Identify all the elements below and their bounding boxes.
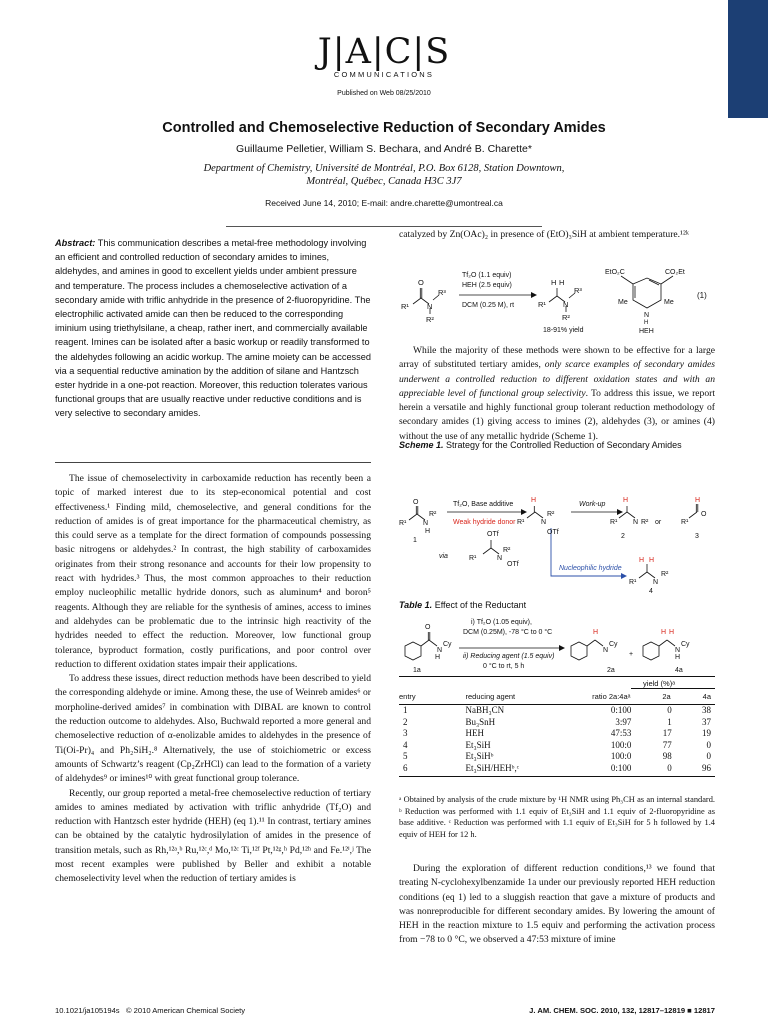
scheme-1-label: Scheme 1. bbox=[399, 440, 444, 450]
s1-r2-amine: R² bbox=[661, 571, 669, 578]
left-paragraph-1: The issue of chemoselectivity in carboxamide reduction has recently been a topic of marked interest due to its step-economical potential and cost effectiveness.¹ Finding mild, chemoselective, and general conditions for the reduction of amides is of great importance for the pharmaceutical chemistry, as this could serve as a template for the direct formation of compounds possessing basic nitrogens or aldehydes.² In contrast, the high stability of carboxamides originates from their strong resonance and accounts for their low propensity to react with hydrides.³ Thus, the most common approaches to their reduction employ nucleophilic metallic hydride donors, such as aluminum⁴ and boron⁵ reagents. Although they are reliable for the synthesis of amines, access to imines and aldehydes can be problematic due to the intrinsic high reactivity of the hydrides needed to effect the reduction. Moreover, low functional group tolerance, byproduct formation, costly purifications, and poor control over reduction to different oxidation states impair their applications. bbox=[55, 473, 371, 670]
col-4a: 4a bbox=[702, 692, 711, 701]
s1-weak-hydride: Weak hydride donor bbox=[453, 519, 516, 526]
s1-otf-via: OTf bbox=[487, 531, 499, 538]
yield-2a-cell: 17 bbox=[662, 728, 672, 738]
scheme-1-title: Strategy for the Controlled Reduction of Secondary Amides bbox=[446, 440, 682, 450]
agent-cell: Et₃SiH/HEHᵇ,ᶜ bbox=[465, 762, 519, 773]
s1-otf-via-2: OTf bbox=[507, 561, 519, 568]
right-para-italic: only scarce examples of secondary amides underwent a controlled reduction to different oxidation states and with an appreciable level of functional group selectivity bbox=[399, 359, 715, 399]
yield-4a-cell: 38 bbox=[702, 705, 711, 715]
s1-n-via: N bbox=[497, 555, 503, 562]
eq1-eto2c: EtO₂C bbox=[605, 269, 625, 276]
t1-cond-3: ii) Reducing agent (1.5 equiv) bbox=[463, 653, 555, 660]
right-intro bbox=[399, 228, 715, 242]
s1-r1-b: R¹ bbox=[517, 519, 525, 526]
masthead bbox=[0, 34, 768, 79]
ratio-cell: 3:97 bbox=[615, 716, 632, 727]
left-paragraph-3: Recently, our group reported a metal-free chemoselective reduction of tertiary amides to amines mediated by activation with triflic anhydride (Tf₂O) and reduction with Hantzsch ester hydride (HEH) (eq 1).¹¹ In contrast, tertiary amines can be obtained by the catalytic hydrosilylation of amides in the presence of transition metals, such as Rh,¹²ᵃ,ᵇ Ru,¹²ᶜ,ᵈ Mo,¹²ᶜ Ti,¹²ᶠ Pt,¹²ᵍ,ʰ Pd,¹²ʰ and Fe.¹²ⁱ,ʲ The most recent examples were published by Beller and exhibit a notable chemoselectivity level when the reduction of tertiary amides is bbox=[55, 787, 371, 885]
agent-cell: Et₃SiHᵇ bbox=[465, 751, 494, 761]
right-bottom-text: During the exploration of different reduction conditions,¹³ we found that treating N-cyclohexylbenzamide 1a under our previously reported HEH reduction conditions (eq 1) led to a sluggish reaction that gave a mixture of products and was nonreproducible for different secondary amides. By lowering the amount of HEH in the reaction mixture to 1.5 equiv and performing the activation process from −78 to 0 °C, we observed a 47:53 mixture of imine bbox=[399, 863, 715, 946]
t1-cond-4: 0 °C to rt, 5 h bbox=[483, 663, 525, 670]
t1-n-4a: N bbox=[675, 647, 681, 654]
t1-o: O bbox=[425, 624, 431, 631]
ratio-cell: 100:0 bbox=[610, 739, 632, 750]
t1-h-4a-2: H bbox=[669, 629, 675, 636]
t1-cy-2a: Cy bbox=[609, 641, 618, 648]
table-row bbox=[399, 717, 715, 729]
agent-cell: Et₃SiH bbox=[465, 739, 491, 750]
paper-title: Controlled and Chemoselective Reduction of Secondary Amides bbox=[162, 120, 606, 136]
s1-otf-b: OTf bbox=[547, 529, 559, 536]
t1-label-1a: 1a bbox=[413, 667, 421, 674]
yield-2a-cell: 0 bbox=[667, 762, 672, 773]
t1-cond-2: DCM (0.25M), -78 °C to 0 °C bbox=[463, 629, 553, 636]
s1-r1: R¹ bbox=[399, 520, 407, 527]
table-1-reaction bbox=[399, 616, 717, 676]
eq1-h-1: H bbox=[551, 278, 557, 287]
abstract-label: Abstract: bbox=[55, 238, 96, 248]
yield-2a-cell: 0 bbox=[667, 705, 672, 715]
s1-r1-amine: R¹ bbox=[629, 579, 637, 586]
t1-cy-4a: Cy bbox=[681, 641, 690, 648]
s1-arrow-top: Tf₂O, Base additive bbox=[453, 501, 514, 508]
eq1-r1-left: R¹ bbox=[401, 302, 409, 311]
right-para-end: . To address this issue, we report herein a versatile and highly functional group tolerant reduction methodology of secondary amides (1) giving access to imines (2), aldehydes (3), or amines (4) without the use of any metallic hydride (Scheme 1). bbox=[399, 387, 715, 442]
col-2a: 2a bbox=[662, 692, 671, 701]
eq1-conditions: DCM (0.25 M), rt bbox=[462, 302, 515, 309]
eq1-heh-label: HEH bbox=[639, 328, 654, 334]
col-reducing-agent: reducing agent bbox=[465, 692, 516, 701]
affiliation-line-2: Montréal, Québec, Canada H3C 3J7 bbox=[306, 176, 462, 187]
entry-cell: 5 bbox=[403, 751, 408, 761]
eq1-r3-right: R³ bbox=[574, 286, 582, 295]
published-date: Published on Web 08/25/2010 bbox=[337, 90, 431, 97]
eq1-r2-left: R² bbox=[426, 315, 434, 324]
t1-n-1a: N bbox=[437, 647, 443, 654]
s1-or: or bbox=[655, 519, 662, 526]
abstract bbox=[55, 236, 371, 421]
s1-n-imine: N bbox=[633, 519, 639, 526]
s1-h-amine-2: H bbox=[649, 557, 655, 564]
eq1-me-right: Me bbox=[664, 299, 674, 306]
s1-nucleophilic: Nucleophilic hydride bbox=[559, 565, 622, 572]
yield-4a-cell: 37 bbox=[702, 716, 711, 727]
t1-h-4a-1: H bbox=[661, 629, 667, 636]
s1-r1-via: R¹ bbox=[469, 555, 477, 562]
s1-h: H bbox=[425, 528, 431, 535]
table-row bbox=[399, 740, 715, 752]
yield-4a-cell: 19 bbox=[702, 728, 711, 738]
s1-h-red: H bbox=[531, 497, 537, 504]
yield-2a-cell: 1 bbox=[667, 716, 672, 727]
s1-h-amine-1: H bbox=[639, 557, 645, 564]
table-1 bbox=[399, 600, 715, 612]
received-line: Received June 14, 2010; E-mail: andre.charette@umontreal.ca bbox=[265, 198, 503, 208]
eq1-heh-h: H bbox=[644, 320, 649, 326]
eq1-reagent-1: Tf₂O (1.1 equiv) bbox=[462, 272, 512, 279]
right-paragraph-1 bbox=[399, 344, 715, 444]
table-footnote: ᵃ Obtained by analysis of the crude mixture by ¹H NMR using Ph₃CH as an internal standard. ᵇ Reduction was performed with 1.1 equiv of Et₃SiH and 1.1 equiv of 2-fluoropyridine as base additive. ᶜ Reduction was performed with 1.1 equiv of Et₃SiH for 5 h followed by 1.4 equiv of HEH for 12 h. bbox=[399, 795, 715, 839]
s1-n-b: N bbox=[541, 519, 547, 526]
right-intro-text: catalyzed by Zn(OAc)₂ in presence of (EtO)₃SiH at ambient temperature.¹²ᵏ bbox=[399, 229, 689, 240]
yield-2a-cell: 98 bbox=[662, 751, 672, 761]
right-paragraph-2 bbox=[399, 862, 715, 948]
entry-cell: 2 bbox=[403, 716, 408, 727]
s1-r2-b: R² bbox=[547, 511, 555, 518]
doi: 10.1021/ja105194s bbox=[55, 1006, 120, 1015]
jacs-logo: J|A|C|S bbox=[317, 32, 451, 72]
authors: Guillaume Pelletier, William S. Bechara, and André B. Charette* bbox=[236, 143, 532, 155]
t1-h-1a: H bbox=[435, 654, 441, 661]
yield-4a-cell: 96 bbox=[702, 762, 711, 773]
s1-label-3: 3 bbox=[695, 533, 699, 540]
entry-cell: 1 bbox=[403, 705, 408, 715]
eq1-oxygen: O bbox=[418, 278, 424, 287]
scheme-1-drawing bbox=[399, 472, 717, 594]
agent-cell: NaBH₃CN bbox=[465, 705, 505, 715]
eq1-r1-right: R¹ bbox=[538, 300, 546, 309]
eq1-heh-n: N bbox=[644, 312, 650, 319]
s1-label-1: 1 bbox=[413, 537, 417, 544]
t1-label-4a: 4a bbox=[675, 667, 683, 674]
footer-right: J. AM. CHEM. SOC. 2010, 132, 12817–12819 ■ 12817 bbox=[529, 1006, 715, 1015]
yield-4a-cell: 0 bbox=[706, 739, 711, 750]
agent-cell: Bu₃SnH bbox=[465, 716, 496, 727]
table-row bbox=[399, 751, 715, 763]
abstract-divider bbox=[55, 462, 371, 463]
table-1-title: Effect of the Reductant bbox=[434, 600, 527, 610]
entry-cell: 4 bbox=[403, 739, 408, 750]
entry-cell: 3 bbox=[403, 728, 408, 738]
agent-cell: HEH bbox=[465, 728, 485, 738]
s1-n: N bbox=[423, 520, 429, 527]
left-body bbox=[55, 472, 371, 887]
s1-label-4: 4 bbox=[649, 588, 653, 594]
table-1-data bbox=[399, 676, 715, 777]
eq1-n-right: N bbox=[563, 300, 569, 309]
table-1-caption bbox=[399, 600, 715, 612]
entry-cell: 6 bbox=[403, 762, 408, 773]
eq1-r3-left: R³ bbox=[438, 288, 446, 297]
affiliation bbox=[0, 162, 768, 188]
col-ratio: ratio 2a:4aᵃ bbox=[592, 692, 631, 701]
affiliation-line-1: Department of Chemistry, Université de Montréal, P.O. Box 6128, Station Downtown, bbox=[203, 163, 565, 174]
equation-1-scheme bbox=[399, 262, 717, 334]
yield-2a-cell: 77 bbox=[662, 739, 672, 750]
table-body bbox=[399, 705, 715, 774]
t1-plus: + bbox=[629, 651, 634, 658]
s1-r2-imine: R² bbox=[641, 519, 649, 526]
table-row bbox=[399, 763, 715, 775]
col-entry: entry bbox=[399, 692, 416, 701]
table-row bbox=[399, 728, 715, 740]
eq1-n-left: N bbox=[427, 302, 433, 311]
reductant-table bbox=[399, 689, 715, 774]
yield-header: yield (%)ᵃ bbox=[643, 679, 675, 688]
t1-h-4a-n: H bbox=[675, 654, 681, 661]
scheme-1-caption bbox=[399, 440, 715, 452]
s1-r1-ald: R¹ bbox=[681, 519, 689, 526]
ratio-cell: 100:0 bbox=[610, 751, 632, 761]
s1-r2-via: R² bbox=[503, 547, 511, 554]
logo-subtitle: COMMUNICATIONS bbox=[333, 70, 435, 79]
table-row bbox=[399, 705, 715, 717]
eq1-yield: 18-91% yield bbox=[543, 327, 584, 334]
s1-label-2: 2 bbox=[621, 533, 625, 540]
eq1-r2-right: R² bbox=[562, 313, 570, 322]
s1-r1-imine: R¹ bbox=[610, 519, 618, 526]
s1-workup: Work-up bbox=[579, 501, 606, 508]
eq1-co2et: CO₂Et bbox=[665, 269, 685, 276]
s1-o-ald: O bbox=[701, 511, 707, 518]
ratio-cell: 47:53 bbox=[610, 728, 632, 738]
copyright: © 2010 American Chemical Society bbox=[125, 1006, 246, 1015]
s1-n-amine: N bbox=[653, 579, 659, 586]
s1-o: O bbox=[413, 499, 419, 506]
t1-cy-1a: Cy bbox=[443, 641, 452, 648]
header-divider bbox=[226, 226, 542, 227]
t1-cond-1: i) Tf₂O (1.05 equiv), bbox=[471, 619, 532, 626]
eq1-me-left: Me bbox=[618, 299, 628, 306]
eq1-h-2: H bbox=[559, 278, 565, 287]
scheme-1 bbox=[399, 440, 715, 452]
footer-left bbox=[55, 1006, 245, 1015]
ratio-cell: 0:100 bbox=[610, 762, 632, 773]
abstract-text: This communication describes a metal-free methodology involving an efficient and controlled reduction of secondary amides to imines, aldehydes, and amines in good to excellent yields under ambient pressure and temperature. The process includes a chemoselective activation of a secondary amide with triflic anhydride in the presence of 2-fluoropyridine. The electrophilic activated amide can then be reduced to the corresponding iminium using triethylsilane, a cheap, rather inert, and commercially available reagent. Imines can be isolated after a basic workup or readily transformed to the aldehydes following an acidic workup. The amine moiety can be accessed via a sequential reductive amination by the addition of silane and Hantzsch ester hydride in a one-pot reaction. Moreover, this reduction tolerates various functional groups that are usually reactive under reductive conditions and is very selective to secondary amides. bbox=[55, 238, 371, 419]
s1-r2: R² bbox=[429, 511, 437, 518]
s1-h-imine: H bbox=[623, 497, 629, 504]
ratio-cell: 0:100 bbox=[610, 705, 632, 715]
eq1-number: (1) bbox=[697, 291, 707, 300]
t1-h-2a: H bbox=[593, 629, 599, 636]
t1-label-2a: 2a bbox=[607, 667, 615, 674]
s1-via: via bbox=[439, 553, 448, 560]
table-1-label: Table 1. bbox=[399, 600, 433, 610]
right-para-plain: While the majority of these methods were shown to be effective for a large array of substituted tertiary amides, bbox=[399, 345, 715, 371]
left-paragraph-2: To address these issues, direct reduction methods have been described to yield the corresponding aldehyde or imine. Among these, the use of Weinreb amides⁶ or morpholine-derived amides⁷ in combination with DIBAL are known to control the reduction outcome to aldehydes. Also, Buchwald reported a more general and chemoselective reduction of α-enolizable amides to aldehydes in the presence of Ti(Oi-Pr)₄ and Ph₂SiH₂.⁸ Alternatively, the use of stoichiometric or excess amounts of Schwartz’s reagent (Cp₂ZrHCl) can lead to the formation of a variety of aldehydes⁹ or imines¹⁰ with great functional group tolerance. bbox=[55, 673, 371, 785]
s1-h-ald: H bbox=[695, 497, 701, 504]
t1-n-2a: N bbox=[603, 647, 609, 654]
eq1-reagent-2: HEH (2.5 equiv) bbox=[462, 282, 512, 289]
yield-4a-cell: 0 bbox=[706, 751, 711, 761]
